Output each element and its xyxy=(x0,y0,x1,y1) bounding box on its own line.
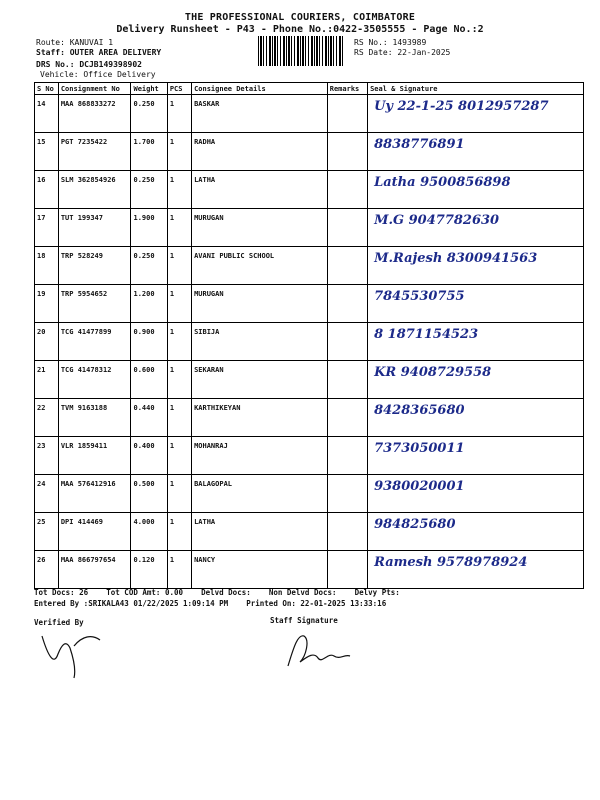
row-weight: 0.400 xyxy=(131,437,167,475)
row-consignment: TCG 41477899 xyxy=(58,323,131,361)
route-value: KANUVAI 1 xyxy=(69,38,114,47)
row-consignment: VLR 1859411 xyxy=(58,437,131,475)
entered-by-value: SRIKALA43 01/22/2025 1:09:14 PM xyxy=(88,599,229,608)
table-row xyxy=(35,285,584,323)
row-consignee: RADHA xyxy=(192,133,328,171)
staff-value: OUTER AREA DELIVERY xyxy=(69,48,162,57)
vehicle-line: Vehicle: Office Delivery xyxy=(40,70,156,79)
row-consignee: MOHANRAJ xyxy=(192,437,328,475)
runsheet-table xyxy=(34,82,584,589)
handwritten-signature: 8838776891 xyxy=(374,137,465,152)
row-pcs: 1 xyxy=(167,247,191,285)
row-pcs: 1 xyxy=(167,171,191,209)
row-signature xyxy=(368,437,584,475)
row-weight: 0.250 xyxy=(131,171,167,209)
row-pcs: 1 xyxy=(167,323,191,361)
table-row xyxy=(35,171,584,209)
handwritten-signature: 9380020001 xyxy=(374,479,465,494)
rs-no-value: 1493989 xyxy=(392,38,427,47)
staff-signature-label: Staff Signature xyxy=(270,616,338,625)
row-pcs: 1 xyxy=(167,475,191,513)
row-consignment: MAA 576412916 xyxy=(58,475,131,513)
col-weight: Weight xyxy=(131,83,167,95)
printed-on-value: 22-01-2025 13:33:16 xyxy=(300,599,387,608)
row-consignment: MAA 868833272 xyxy=(58,95,131,133)
row-sno: 19 xyxy=(35,285,59,323)
row-pcs: 1 xyxy=(167,95,191,133)
row-consignee: BALAGOPAL xyxy=(192,475,328,513)
row-consignee: AVANI PUBLIC SCHOOL xyxy=(192,247,328,285)
row-weight: 4.000 xyxy=(131,513,167,551)
row-consignment: TRP 528249 xyxy=(58,247,131,285)
tot-docs-value: 26 xyxy=(79,588,89,597)
table-row xyxy=(35,551,584,589)
row-remarks xyxy=(327,95,367,133)
row-remarks xyxy=(327,399,367,437)
barcode-image xyxy=(258,36,344,66)
row-weight: 0.900 xyxy=(131,323,167,361)
row-signature xyxy=(368,247,584,285)
row-consignment: SLM 362854926 xyxy=(58,171,131,209)
row-pcs: 1 xyxy=(167,513,191,551)
staff-line: Staff: OUTER AREA DELIVERY xyxy=(36,48,162,57)
row-consignee: NANCY xyxy=(192,551,328,589)
col-remarks: Remarks xyxy=(327,83,367,95)
table-row xyxy=(35,513,584,551)
row-weight: 0.440 xyxy=(131,399,167,437)
row-signature xyxy=(368,209,584,247)
row-sno: 17 xyxy=(35,209,59,247)
rs-date-line: RS Date: 22-Jan-2025 xyxy=(354,48,451,57)
row-consignment: DPI 414469 xyxy=(58,513,131,551)
row-sno: 24 xyxy=(35,475,59,513)
row-consignment: TVM 9163188 xyxy=(58,399,131,437)
drs-line: DRS No.: DCJB149398902 xyxy=(36,60,142,69)
row-remarks xyxy=(327,551,367,589)
verified-by-label: Verified By xyxy=(34,618,84,627)
row-weight: 0.500 xyxy=(131,475,167,513)
row-remarks xyxy=(327,133,367,171)
row-remarks xyxy=(327,323,367,361)
row-weight: 0.250 xyxy=(131,247,167,285)
row-sno: 23 xyxy=(35,437,59,475)
col-consignee: Consignee Details xyxy=(192,83,328,95)
handwritten-signature: 984825680 xyxy=(374,517,456,532)
entered-printed-line: Entered By :SRIKALA43 01/22/2025 1:09:14 PM Printed On: 22-01-2025 13:33:16 xyxy=(34,599,387,608)
table-row xyxy=(35,247,584,285)
handwritten-signature: KR 9408729558 xyxy=(374,365,492,380)
rs-date-value: 22-Jan-2025 xyxy=(397,48,451,57)
handwritten-signature: 7845530755 xyxy=(374,289,465,304)
row-consignee: LATHA xyxy=(192,513,328,551)
col-pcs: PCS xyxy=(167,83,191,95)
row-weight: 1.700 xyxy=(131,133,167,171)
col-consignment: Consignment No xyxy=(58,83,131,95)
row-remarks xyxy=(327,247,367,285)
row-pcs: 1 xyxy=(167,399,191,437)
row-remarks xyxy=(327,171,367,209)
handwritten-signature: 7373050011 xyxy=(374,441,465,456)
handwritten-signature: M.Rajesh 8300941563 xyxy=(374,251,538,266)
verified-signature-scribble xyxy=(36,626,116,686)
row-signature xyxy=(368,285,584,323)
row-remarks xyxy=(327,285,367,323)
row-consignee: SIBIJA xyxy=(192,323,328,361)
drs-value: DCJB149398902 xyxy=(79,60,142,69)
table-header-row xyxy=(35,83,584,95)
row-consignee: MURUGAN xyxy=(192,209,328,247)
row-signature xyxy=(368,399,584,437)
col-signature: Seal & Signature xyxy=(368,83,584,95)
table-row xyxy=(35,437,584,475)
row-consignment: TCG 41478312 xyxy=(58,361,131,399)
row-signature xyxy=(368,95,584,133)
row-sno: 15 xyxy=(35,133,59,171)
row-signature xyxy=(368,513,584,551)
table-row xyxy=(35,475,584,513)
row-signature xyxy=(368,133,584,171)
row-pcs: 1 xyxy=(167,209,191,247)
row-consignment: PGT 7235422 xyxy=(58,133,131,171)
row-signature xyxy=(368,475,584,513)
handwritten-signature: Ramesh 9578978924 xyxy=(374,555,528,570)
row-sno: 16 xyxy=(35,171,59,209)
col-sno: S No xyxy=(35,83,59,95)
table-row xyxy=(35,209,584,247)
row-sno: 21 xyxy=(35,361,59,399)
vehicle-value: Office Delivery xyxy=(83,70,156,79)
rs-no-line: RS No.: 1493989 xyxy=(354,38,427,47)
row-weight: 0.250 xyxy=(131,95,167,133)
row-consignee: MURUGAN xyxy=(192,285,328,323)
row-remarks xyxy=(327,361,367,399)
row-signature xyxy=(368,171,584,209)
table-row xyxy=(35,323,584,361)
row-weight: 1.900 xyxy=(131,209,167,247)
row-consignee: BASKAR xyxy=(192,95,328,133)
row-sno: 26 xyxy=(35,551,59,589)
row-remarks xyxy=(327,437,367,475)
table-row xyxy=(35,95,584,133)
row-consignee: SEKARAN xyxy=(192,361,328,399)
row-remarks xyxy=(327,513,367,551)
row-consignment: MAA 866797654 xyxy=(58,551,131,589)
row-signature xyxy=(368,551,584,589)
company-title: THE PROFESSIONAL COURIERS, COIMBATORE xyxy=(184,12,416,23)
row-consignee: KARTHIKEYAN xyxy=(192,399,328,437)
row-consignee: LATHA xyxy=(192,171,328,209)
row-remarks xyxy=(327,475,367,513)
row-consignment: TUT 199347 xyxy=(58,209,131,247)
row-weight: 1.200 xyxy=(131,285,167,323)
row-pcs: 1 xyxy=(167,437,191,475)
table-row xyxy=(35,361,584,399)
row-consignment: TRP 5954652 xyxy=(58,285,131,323)
table-row xyxy=(35,399,584,437)
table-row xyxy=(35,133,584,171)
row-signature xyxy=(368,323,584,361)
row-weight: 0.120 xyxy=(131,551,167,589)
row-pcs: 1 xyxy=(167,285,191,323)
handwritten-signature: 8 1871154523 xyxy=(374,327,479,342)
row-pcs: 1 xyxy=(167,551,191,589)
runsheet-subtitle: Delivery Runsheet - P43 - Phone No.:0422-3505555 - Page No.:2 xyxy=(116,24,484,35)
row-weight: 0.600 xyxy=(131,361,167,399)
row-sno: 25 xyxy=(35,513,59,551)
tot-cod-value: 0.00 xyxy=(164,588,184,597)
row-pcs: 1 xyxy=(167,133,191,171)
handwritten-signature: Uy 22-1-25 8012957287 xyxy=(374,99,549,114)
row-signature xyxy=(368,361,584,399)
handwritten-signature: 8428365680 xyxy=(374,403,465,418)
route-line: Route: KANUVAI 1 xyxy=(36,38,114,47)
row-sno: 18 xyxy=(35,247,59,285)
row-pcs: 1 xyxy=(167,361,191,399)
handwritten-signature: Latha 9500856898 xyxy=(374,175,511,190)
staff-signature-scribble xyxy=(284,626,364,676)
row-remarks xyxy=(327,209,367,247)
row-sno: 14 xyxy=(35,95,59,133)
handwritten-signature: M.G 9047782630 xyxy=(374,213,500,228)
row-sno: 20 xyxy=(35,323,59,361)
row-sno: 22 xyxy=(35,399,59,437)
totals-line: Tot Docs: 26 Tot COD Amt: 0.00 Delvd Docs: Non Delvd Docs: Delvy Pts: xyxy=(34,588,400,597)
